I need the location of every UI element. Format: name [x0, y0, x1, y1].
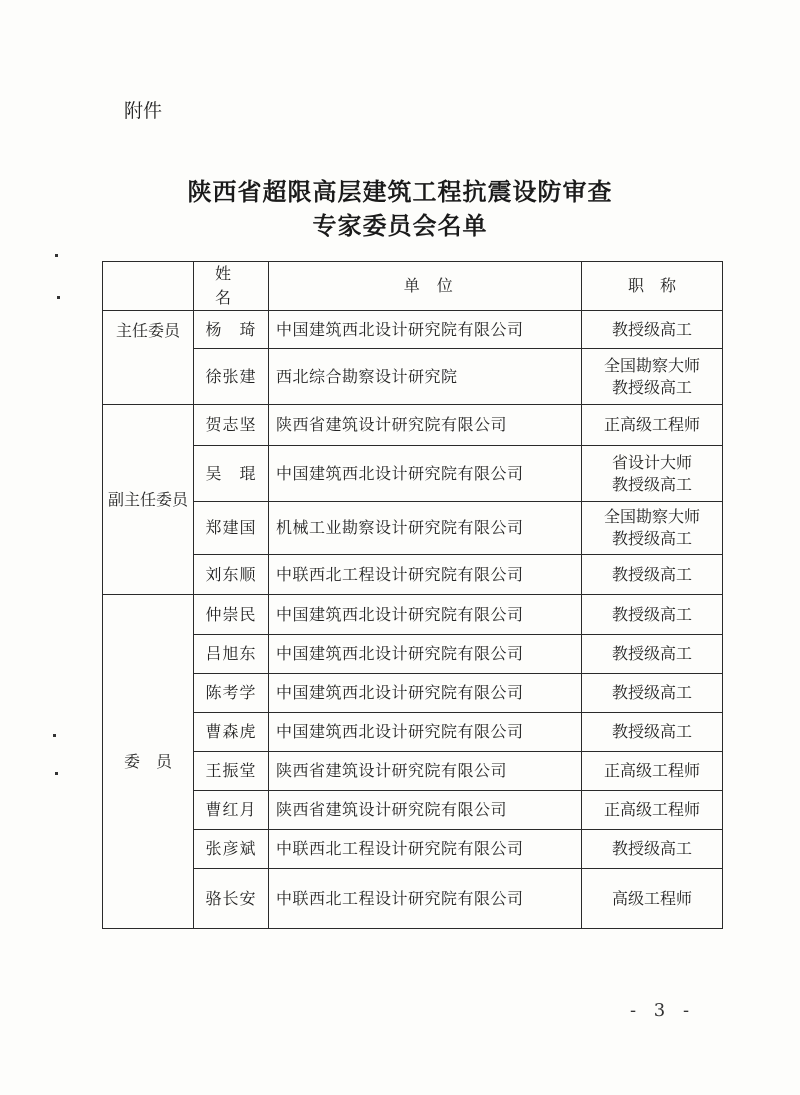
scan-speck [55, 254, 58, 257]
member-title: 教授级高工 [582, 830, 723, 869]
table-row [103, 502, 723, 555]
member-unit: 陕西省建筑设计研究院有限公司 [269, 791, 582, 830]
table-row [103, 311, 723, 349]
member-title-line: 教授级高工 [611, 474, 692, 494]
table-row [103, 752, 723, 791]
member-unit: 中国建筑西北设计研究院有限公司 [269, 674, 582, 713]
member-name: 张彦斌 [194, 830, 269, 869]
member-title [582, 502, 723, 555]
member-name: 陈考学 [194, 674, 269, 713]
member-unit: 中国建筑西北设计研究院有限公司 [269, 311, 582, 349]
table-row [103, 405, 723, 446]
member-name: 郑建国 [194, 502, 269, 555]
table-row [103, 674, 723, 713]
member-title: 高级工程师 [582, 869, 723, 929]
member-title [582, 349, 723, 405]
header-name: 姓 名 [194, 262, 269, 311]
member-unit: 中国建筑西北设计研究院有限公司 [269, 713, 582, 752]
member-unit: 中国建筑西北设计研究院有限公司 [269, 635, 582, 674]
table-row [103, 830, 723, 869]
member-name: 杨 琦 [194, 311, 269, 349]
document-title-line-2: 专家委员会名单 [312, 211, 488, 240]
member-title [582, 446, 723, 502]
table-row [103, 595, 723, 635]
page-number: - 3 - [630, 1000, 696, 1021]
table-row [103, 635, 723, 674]
table-row [103, 349, 723, 405]
table-row [103, 791, 723, 830]
document-title-line-1: 陕西省超限高层建筑工程抗震设防审查 [187, 177, 613, 206]
member-name: 曹红月 [194, 791, 269, 830]
scan-speck [57, 296, 60, 299]
role-deputy: 副主任委员 [103, 405, 194, 595]
header-unit: 单 位 [269, 262, 582, 311]
member-unit: 陕西省建筑设计研究院有限公司 [269, 405, 582, 446]
table-row [103, 869, 723, 929]
member-title: 教授级高工 [582, 555, 723, 595]
member-name: 王振堂 [194, 752, 269, 791]
member-unit: 西北综合勘察设计研究院 [269, 349, 582, 405]
member-unit: 中国建筑西北设计研究院有限公司 [269, 446, 582, 502]
member-unit: 机械工业勘察设计研究院有限公司 [269, 502, 582, 555]
table-header-row [103, 262, 723, 311]
member-name: 骆长安 [194, 869, 269, 929]
member-title: 正高级工程师 [582, 752, 723, 791]
member-title: 正高级工程师 [582, 791, 723, 830]
member-title-line: 全国勘察大师 [603, 507, 700, 526]
scan-speck [55, 772, 58, 775]
role-director: 主任委员 [103, 311, 194, 405]
member-title: 教授级高工 [582, 674, 723, 713]
member-name: 贺志坚 [194, 405, 269, 446]
member-unit: 中联西北工程设计研究院有限公司 [269, 830, 582, 869]
header-role-cell [103, 262, 194, 311]
member-title-line: 省设计大师 [611, 452, 692, 472]
member-unit: 中联西北工程设计研究院有限公司 [269, 869, 582, 929]
attachment-label: 附件 [124, 100, 163, 122]
member-title-line: 教授级高工 [611, 529, 692, 548]
member-name: 吕旭东 [194, 635, 269, 674]
member-name: 仲崇民 [194, 595, 269, 635]
member-title: 教授级高工 [582, 713, 723, 752]
scan-speck [53, 734, 56, 737]
member-unit: 中联西北工程设计研究院有限公司 [269, 555, 582, 595]
table-row [103, 713, 723, 752]
member-title-line: 教授级高工 [611, 377, 692, 397]
member-name: 吴 琨 [194, 446, 269, 502]
member-title: 教授级高工 [582, 311, 723, 349]
member-unit: 陕西省建筑设计研究院有限公司 [269, 752, 582, 791]
table-row [103, 446, 723, 502]
member-title: 教授级高工 [582, 635, 723, 674]
member-name: 徐张建 [194, 349, 269, 405]
member-title: 教授级高工 [582, 595, 723, 635]
member-name: 刘东顺 [194, 555, 269, 595]
header-title: 职 称 [582, 262, 723, 311]
member-name: 曹森虎 [194, 713, 269, 752]
role-member: 委 员 [103, 595, 194, 929]
member-unit: 中国建筑西北设计研究院有限公司 [269, 595, 582, 635]
table-row [103, 555, 723, 595]
member-title-line: 全国勘察大师 [603, 355, 700, 375]
committee-roster-table [102, 261, 723, 929]
member-title: 正高级工程师 [582, 405, 723, 446]
